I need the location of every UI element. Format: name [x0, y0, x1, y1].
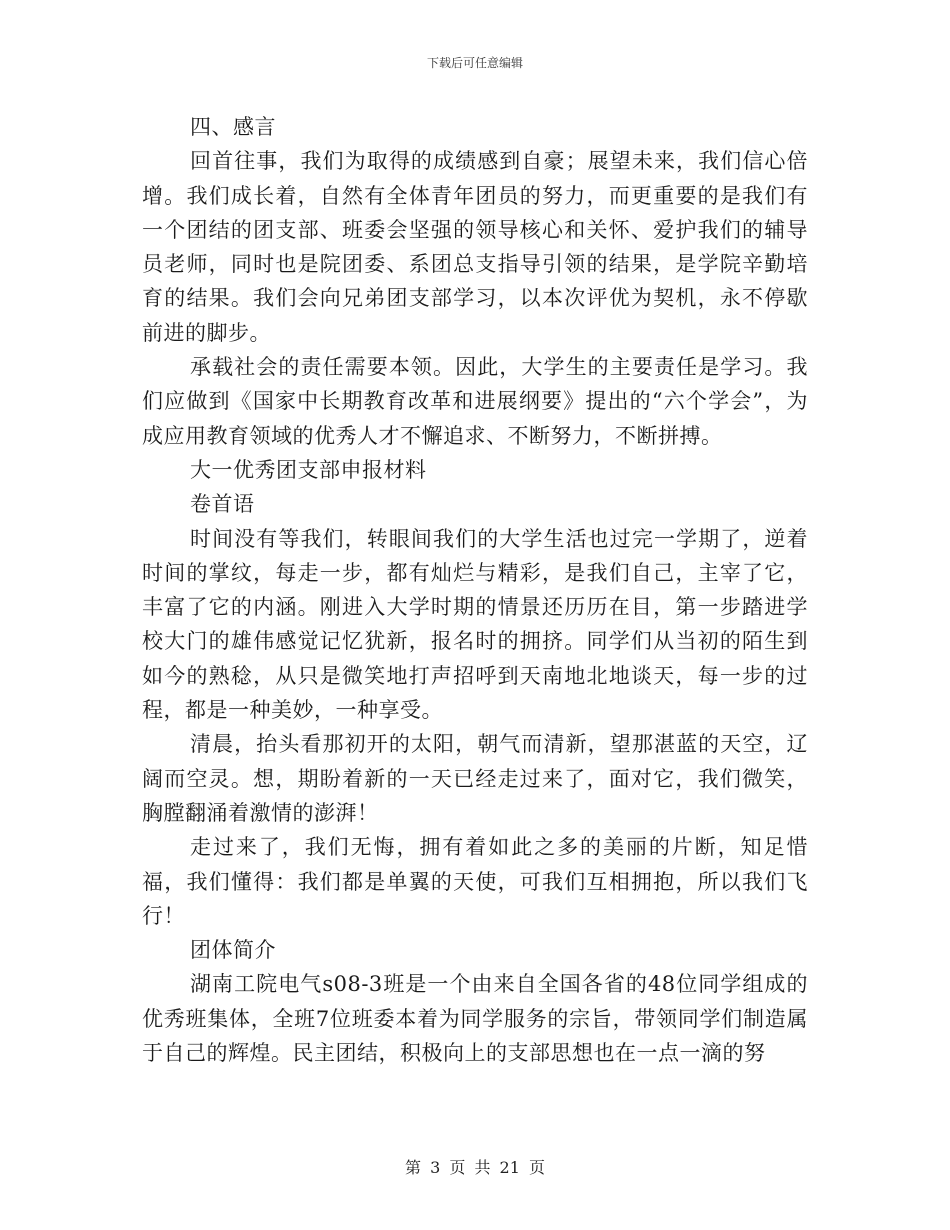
paragraph-no-regrets: 走过来了，我们无悔，拥有着如此之多的美丽的片断，知足惜福，我们懂得：我们都是单翼的天使，可我们互相拥抱，所以我们飞行！ — [142, 835, 808, 928]
section-heading-group-intro: 团体简介 — [190, 938, 276, 963]
paragraph-responsibility: 承载社会的责任需要本领。因此，大学生的主要责任是学习。我们应做到《国家中长期教育改革和进展纲要》提出的“六个学会”，为成应用教育领域的优秀人才不懈追求、不断努力，不断拼搏。 — [142, 355, 808, 448]
section-heading-preface: 卷首语 — [190, 492, 255, 517]
document-body — [142, 110, 808, 1070]
page-header-note: 下载后可任意编辑 — [426, 56, 523, 70]
page-number-footer: 第 3 页 共 21 页 — [405, 1158, 545, 1177]
paragraph-morning: 清晨，抬头看那初开的太阳，朝气而清新，望那湛蓝的天空，辽阔而空灵。想，期盼着新的一天已经走过来了，面对它，我们微笑，胸膛翻涌着激情的澎湃！ — [142, 732, 808, 825]
section-heading-reflections: 四、感言 — [190, 115, 276, 139]
paragraph-looking-back: 回首往事，我们为取得的成绩感到自豪；展望未来，我们信心倍增。我们成长着，自然有全体青年团员的努力，而更重要的是我们有一个团结的团支部、班委会坚强的领导核心和关怀、爱护我们的辅导员老师，同时也是院团委、系团总支指导引领的结果，是学院辛勤培育的结果。我们会向兄弟团支部学习，以本次评优为契机，永不停歇前进的脚步。 — [142, 149, 808, 345]
paragraph-university-life: 时间没有等我们，转眼间我们的大学生活也过完一学期了，逆着时间的掌纹，每走一步，都有灿烂与精彩，是我们自己，主宰了它，丰富了它的内涵。刚进入大学时期的情景还历历在目，第一步踏进学校大门的雄伟感觉记忆犹新，报名时的拥挤。同学们从当初的陌生到如今的熟稔，从只是微笑地打声招呼到天南地北地谈天，每一步的过程，都是一种美妙，一种享受。 — [142, 526, 808, 723]
paragraph-class-intro: 湖南工院电气s08-3班是一个由来自全国各省的48位同学组成的优秀班集体，全班7位班委本着为同学服务的宗旨，带领同学们制造属于自己的辉煌。民主团结，积极向上的支部思想也在一点一滴的努 — [142, 972, 808, 1066]
section-heading-application: 大一优秀团支部申报材料 — [190, 457, 427, 482]
